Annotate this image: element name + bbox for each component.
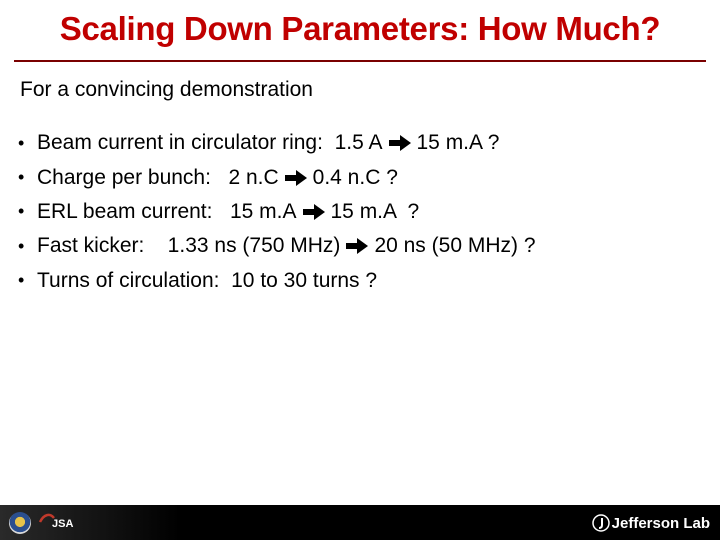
bullet-text: Beam current in circulator ring: 1.5 A bbox=[37, 131, 383, 155]
bullet-item bbox=[18, 264, 536, 298]
bullet-item bbox=[18, 195, 536, 229]
bullet-text: Charge per bunch: 2 n.C bbox=[37, 165, 279, 189]
bullet-text: 0.4 n.C ? bbox=[312, 165, 398, 189]
right-arrow-icon bbox=[303, 204, 325, 220]
bullet-text: ERL beam current: 15 m.A bbox=[37, 199, 297, 223]
bullet-marker: • bbox=[18, 235, 25, 256]
jefferson-lab-logo bbox=[592, 512, 710, 534]
bullet-text: 20 ns (50 MHz) ? bbox=[374, 234, 536, 258]
bullet-marker: • bbox=[18, 270, 25, 291]
intro-text: For a convincing demonstration bbox=[20, 78, 313, 101]
doe-emblem-icon bbox=[9, 512, 31, 534]
title-bar bbox=[0, 0, 720, 58]
bullet-item bbox=[18, 126, 536, 160]
bullet-marker: • bbox=[18, 132, 25, 153]
title-divider bbox=[14, 60, 706, 62]
bullet-text: 15 m.A ? bbox=[416, 131, 500, 155]
right-arrow-icon bbox=[346, 238, 368, 254]
bullet-text: 15 m.A ? bbox=[330, 199, 420, 223]
jsa-logo-text: JSA bbox=[52, 518, 74, 530]
bullet-item bbox=[18, 160, 536, 194]
jsa-logo-icon bbox=[38, 512, 74, 532]
bullet-text: Fast kicker: 1.33 ns (750 MHz) bbox=[37, 234, 341, 258]
right-arrow-icon bbox=[285, 170, 307, 186]
bullet-marker: • bbox=[18, 167, 25, 188]
right-arrow-icon bbox=[389, 135, 411, 151]
bullet-item bbox=[18, 229, 536, 263]
bullet-text: Turns of circulation: 10 to 30 turns ? bbox=[37, 268, 378, 292]
bullet-list bbox=[18, 126, 536, 298]
jefferson-lab-logo-icon bbox=[592, 514, 610, 532]
bullet-marker: • bbox=[18, 201, 25, 222]
slide-title: Scaling Down Parameters: How Much? bbox=[59, 10, 661, 47]
brand-name: Jefferson Lab bbox=[611, 514, 710, 532]
